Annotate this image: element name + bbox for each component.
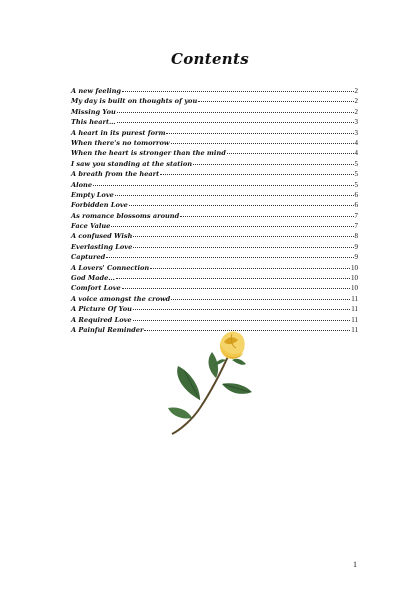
- toc-leader-dots: [122, 90, 353, 92]
- toc-entry-title: A Required Love: [71, 315, 132, 324]
- toc-entry-page: 7: [354, 222, 358, 231]
- toc-entry: [71, 252, 358, 262]
- toc-entry-page: 6: [354, 190, 358, 199]
- toc-entry-title: A Lovers' Connection: [71, 263, 150, 272]
- toc-entry-page: 10: [351, 263, 358, 272]
- rose-leaf: [177, 366, 200, 400]
- toc-entry-title: When the heart is stronger than the mind: [71, 149, 226, 158]
- toc-entry-page: 10: [351, 284, 358, 293]
- toc-entry: [71, 180, 358, 190]
- toc-entry-title: Comfort Love: [71, 284, 121, 293]
- toc-leader-dots: [171, 142, 354, 144]
- toc-leader-dots: [116, 277, 350, 279]
- toc-entry: [71, 117, 358, 127]
- toc-entry: [71, 86, 358, 96]
- toc-entry-page: 4: [354, 138, 358, 147]
- toc-entry-title: A confused Wish: [71, 232, 133, 241]
- page-number: 1: [353, 560, 357, 569]
- toc-entry: [71, 273, 358, 283]
- toc-leader-dots: [227, 152, 354, 154]
- yellow-rose-icon: [160, 330, 270, 435]
- toc-entry: [71, 263, 358, 273]
- toc-leader-dots: [166, 132, 353, 134]
- toc-entry-title: As romance blossoms around: [71, 211, 180, 220]
- toc-leader-dots: [106, 256, 353, 258]
- toc-leader-dots: [160, 173, 353, 175]
- toc-entry: [71, 128, 358, 138]
- toc-entry: [71, 315, 358, 325]
- toc-leader-dots: [150, 267, 350, 269]
- toc-entry-title: A heart in its purest form: [71, 128, 166, 137]
- page-title: Contents: [170, 50, 249, 68]
- toc-entry-page: 3: [354, 128, 358, 137]
- toc-leader-dots: [115, 194, 354, 196]
- toc-entry-page: 4: [354, 149, 358, 158]
- toc-leader-dots: [93, 184, 353, 186]
- toc-entry-page: 7: [354, 211, 358, 220]
- toc-entry: [71, 107, 358, 117]
- toc-entry-page: 11: [351, 294, 358, 303]
- toc-entry-title: A Picture Of You: [71, 305, 132, 314]
- toc-leader-dots: [180, 215, 353, 217]
- toc-entry-title: A voice amongst the crowd: [71, 294, 171, 303]
- toc-entry: [71, 304, 358, 314]
- toc-entry-title: God Made…: [71, 274, 115, 283]
- toc-entry-page: 6: [354, 201, 358, 210]
- toc-entry: [71, 169, 358, 179]
- toc-entry-title: A new feeling: [71, 87, 122, 95]
- table-of-contents: [71, 86, 358, 335]
- toc-entry: [71, 138, 358, 148]
- toc-leader-dots: [198, 100, 353, 102]
- toc-entry-page: 5: [354, 159, 358, 168]
- toc-entry-title: Alone: [71, 180, 93, 189]
- rose-stem: [172, 352, 230, 434]
- toc-entry: [71, 200, 358, 210]
- toc-entry: [71, 211, 358, 221]
- toc-entry-title: When there's no tomorrow: [71, 138, 170, 147]
- toc-leader-dots: [133, 319, 351, 321]
- toc-entry-title: Forbidden Love: [71, 201, 128, 210]
- toc-leader-dots: [133, 308, 350, 310]
- toc-entry-title: Everlasting Love: [71, 242, 133, 251]
- toc-entry: [71, 231, 358, 241]
- toc-entry-page: 8: [354, 232, 358, 241]
- toc-entry: [71, 190, 358, 200]
- toc-entry: [71, 242, 358, 252]
- toc-entry-page: 5: [354, 180, 358, 189]
- toc-leader-dots: [129, 204, 354, 206]
- toc-entry-page: 2: [354, 87, 358, 95]
- toc-entry-page: 5: [354, 170, 358, 179]
- toc-entry-page: 2: [354, 107, 358, 116]
- rose-sepal: [232, 359, 246, 365]
- toc-entry-title: My day is built on thoughts of you: [71, 97, 198, 106]
- toc-entry-title: A Painful Reminder: [71, 325, 144, 334]
- toc-leader-dots: [171, 298, 350, 300]
- toc-entry-title: Captured: [71, 253, 106, 262]
- toc-entry-title: I saw you standing at the station: [71, 159, 193, 168]
- toc-entry-page: 9: [354, 253, 358, 262]
- toc-entry: [71, 294, 358, 304]
- rose-leaf: [168, 407, 192, 418]
- toc-entry: [71, 283, 358, 293]
- toc-leader-dots: [122, 287, 350, 289]
- toc-entry-page: 10: [351, 274, 358, 283]
- toc-entry-page: 3: [354, 118, 358, 127]
- toc-entry-title: Missing You: [71, 107, 116, 116]
- toc-entry-page: 11: [351, 315, 358, 324]
- toc-entry: [71, 159, 358, 169]
- toc-entry: [71, 221, 358, 231]
- toc-leader-dots: [133, 235, 353, 237]
- toc-entry-page: 9: [354, 242, 358, 251]
- toc-entry: [71, 148, 358, 158]
- toc-entry-page: 11: [351, 305, 358, 314]
- toc-leader-dots: [117, 121, 354, 123]
- toc-entry-page: 11: [351, 325, 358, 334]
- toc-leader-dots: [193, 163, 353, 165]
- toc-leader-dots: [117, 111, 354, 113]
- toc-entry: [71, 96, 358, 106]
- toc-leader-dots: [133, 246, 353, 248]
- toc-entry-page: 2: [354, 97, 358, 106]
- toc-entry-title: A breath from the heart: [71, 170, 160, 179]
- toc-entry-title: This heart…: [71, 118, 116, 127]
- toc-leader-dots: [111, 225, 353, 227]
- toc-entry-title: Empty Love: [71, 190, 114, 199]
- toc-entry-title: Face Value: [71, 222, 111, 231]
